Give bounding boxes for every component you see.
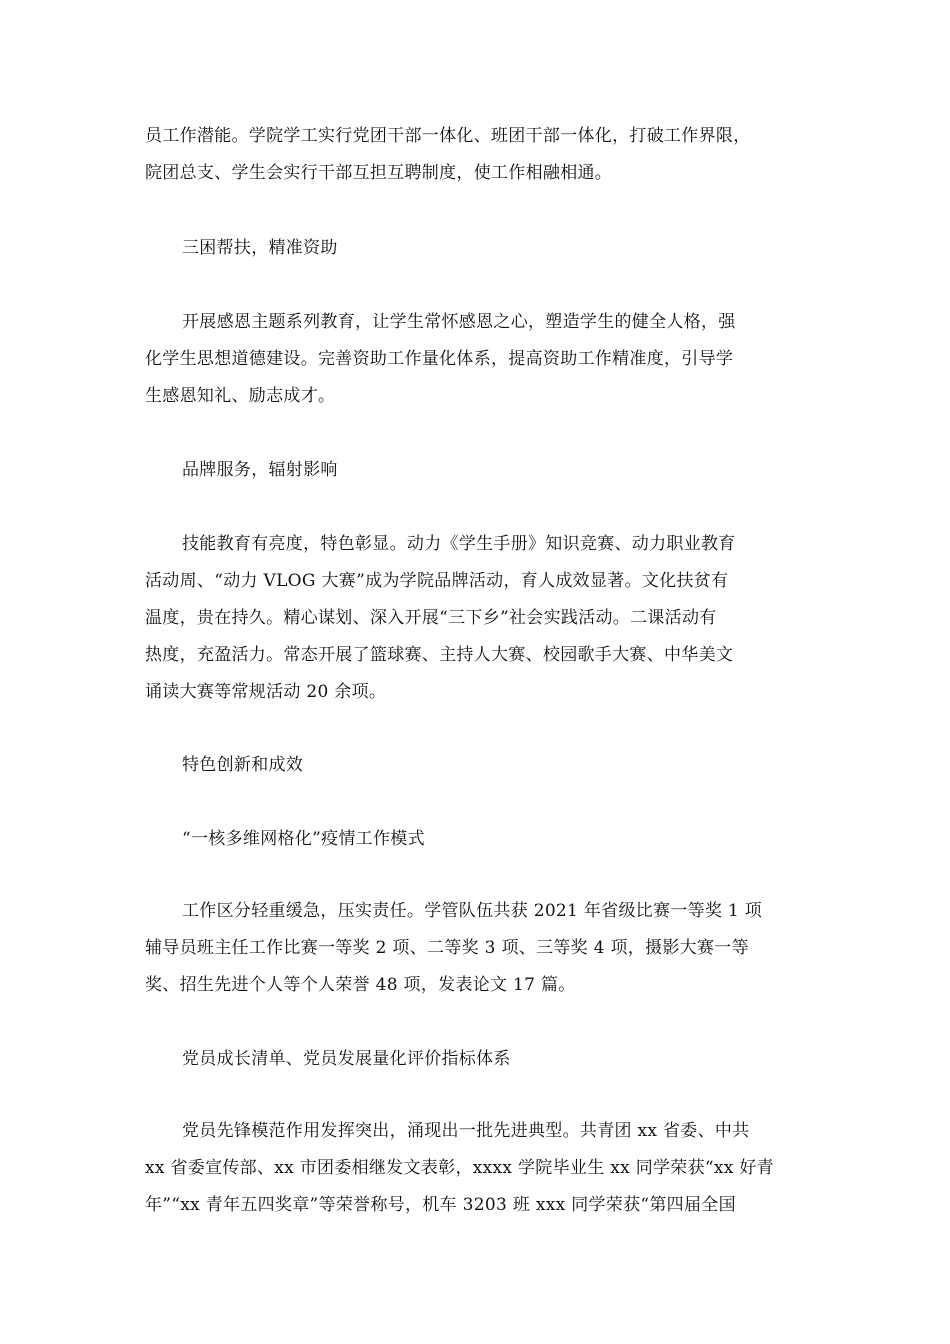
text-line: 化学生思想道德建设。完善资助工作量化体系，提高资助工作精准度，引导学 <box>145 349 734 369</box>
heading-text: 三困帮扶，精准资助 <box>182 238 338 258</box>
heading-brand-service <box>145 452 844 489</box>
text-line: 热度，充盈活力。常态开展了篮球赛、主持人大赛、校园歌手大赛、中华美文 <box>145 645 734 665</box>
text-line: 党员先锋模范作用发挥突出，涌现出一批先进典型。共青团 xx 省委、中共 <box>182 1121 750 1141</box>
paragraph-gratitude-education <box>145 304 844 415</box>
heading-text: 党员成长清单、党员发展量化评价指标体系 <box>182 1049 511 1069</box>
text-line: 院团总支、学生会实行干部互担互聘制度，使工作相融相通。 <box>145 163 613 183</box>
text-line: 奖、招生先进个人等个人荣誉 48 项，发表论文 17 篇。 <box>145 975 576 995</box>
text-line: xx 省委宣传部、xx 市团委相继发文表彰，xxxx 学院毕业生 xx 同学荣获“xx 好青 <box>145 1158 774 1178</box>
text-line: 开展感恩主题系列教育，让学生常怀感恩之心，塑造学生的健全人格，强 <box>182 312 736 332</box>
text-line: 辅导员班主任工作比赛一等奖 2 项、二等奖 3 项、三等奖 4 项，摄影大赛一等 <box>145 938 749 958</box>
heading-text: “一核多维网格化”疫情工作模式 <box>182 829 425 849</box>
text-line: 年”“xx 青年五四奖章”等荣誉称号，机车 3203 班 xxx 同学荣获“第四届全国 <box>145 1195 736 1215</box>
paragraph-work-priorities <box>145 893 844 1004</box>
paragraph-party-vanguard <box>145 1113 844 1224</box>
text-line: 技能教育有亮度，特色彰显。动力《学生手册》知识竞赛、动力职业教育 <box>182 534 736 554</box>
heading-party-member-growth <box>145 1041 844 1078</box>
heading-text: 品牌服务，辐射影响 <box>182 460 338 480</box>
text-line: 诵读大赛等常规活动 20 余项。 <box>145 682 387 702</box>
text-line: 员工作潜能。学院学工实行党团干部一体化、班团干部一体化，打破工作界限， <box>145 126 751 146</box>
paragraph-skills-education <box>145 526 844 711</box>
heading-precise-aid <box>145 230 844 267</box>
heading-grid-epidemic-mode <box>145 821 844 858</box>
text-line: 温度，贵在持久。精心谋划、深入开展“三下乡”社会实践活动。二课活动有 <box>145 608 717 628</box>
text-line: 生感恩知礼、励志成才。 <box>145 386 336 406</box>
heading-text: 特色创新和成效 <box>182 755 304 775</box>
text-line: 工作区分轻重缓急，压实责任。学管队伍共获 2021 年省级比赛一等奖 1 项 <box>182 901 763 921</box>
paragraph-work-potential <box>145 118 807 192</box>
text-line: 活动周、“动力 VLOG 大赛”成为学院品牌活动，育人成效显著。文化扶贫有 <box>145 571 729 591</box>
heading-innovation-results <box>145 747 844 784</box>
